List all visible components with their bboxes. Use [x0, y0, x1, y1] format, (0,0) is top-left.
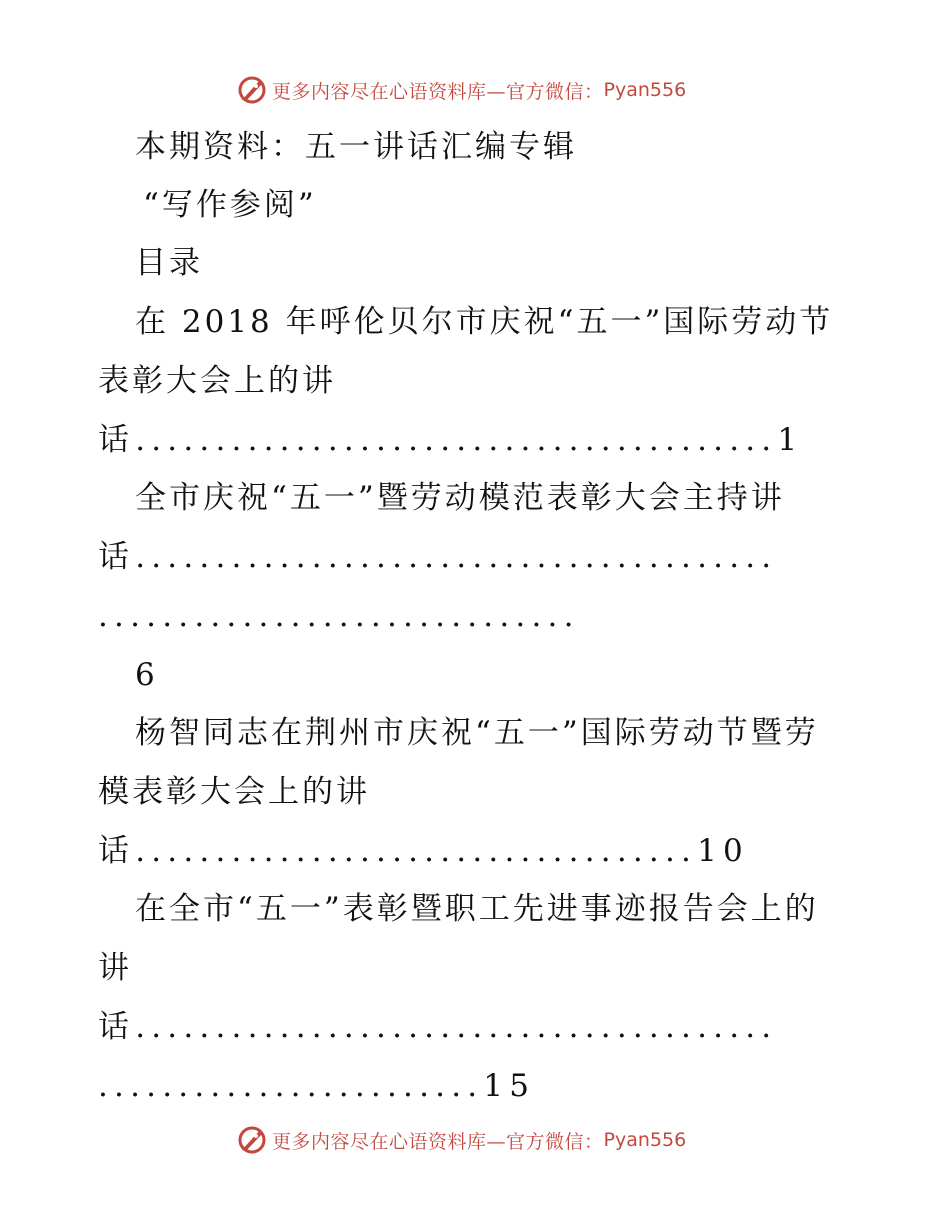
toc-entry-2-leader: 话........................................: [98, 539, 778, 575]
toc-entry-3-leader: 话...................................10: [98, 833, 749, 869]
toc-entry-1-leader: 话........................................1: [98, 422, 804, 458]
issue-title: 本期资料：五一讲话汇编专辑: [135, 129, 577, 165]
toc-entry-4-leader: 话........................................: [98, 1009, 778, 1045]
watermark-text: 更多内容尽在心语资料库—官方微信：: [272, 80, 604, 103]
quill-logo-icon: [236, 74, 268, 106]
quill-logo-icon: [236, 1124, 268, 1156]
toc-entry-4-leader-cont: ........................15: [98, 1068, 536, 1104]
toc-entry-4-title-line1: 在全市“五一”表彰暨职工先进事迹报告会上的: [135, 891, 819, 927]
subtitle: “写作参阅”: [143, 187, 317, 223]
toc-entry-2-title-line1: 全市庆祝“五一”暨劳动模范表彰大会主持讲: [135, 480, 785, 516]
toc-title: 目录: [135, 245, 203, 281]
watermark-banner-bottom: [236, 1122, 686, 1158]
watermark-banner-top: [236, 72, 686, 108]
toc-entry-2-page: 6: [135, 657, 158, 693]
watermark-text: 更多内容尽在心语资料库—官方微信：: [272, 1130, 604, 1153]
toc-entry-3-title-line2: 模表彰大会上的讲: [98, 774, 370, 810]
toc-entry-1-title-line1: 在 2018 年呼伦贝尔市庆祝“五一”国际劳动节: [135, 304, 834, 340]
toc-entry-3-title-line1: 杨智同志在荆州市庆祝“五一”国际劳动节暨劳: [135, 715, 819, 751]
watermark-id: Pyan556: [603, 1129, 687, 1151]
toc-entry-1-title-line2: 表彰大会上的讲: [98, 363, 336, 399]
toc-entry-4-title-line2: 讲: [98, 950, 132, 986]
toc-entry-2-leader-cont: ..............................: [98, 598, 580, 634]
watermark-id: Pyan556: [603, 79, 687, 101]
